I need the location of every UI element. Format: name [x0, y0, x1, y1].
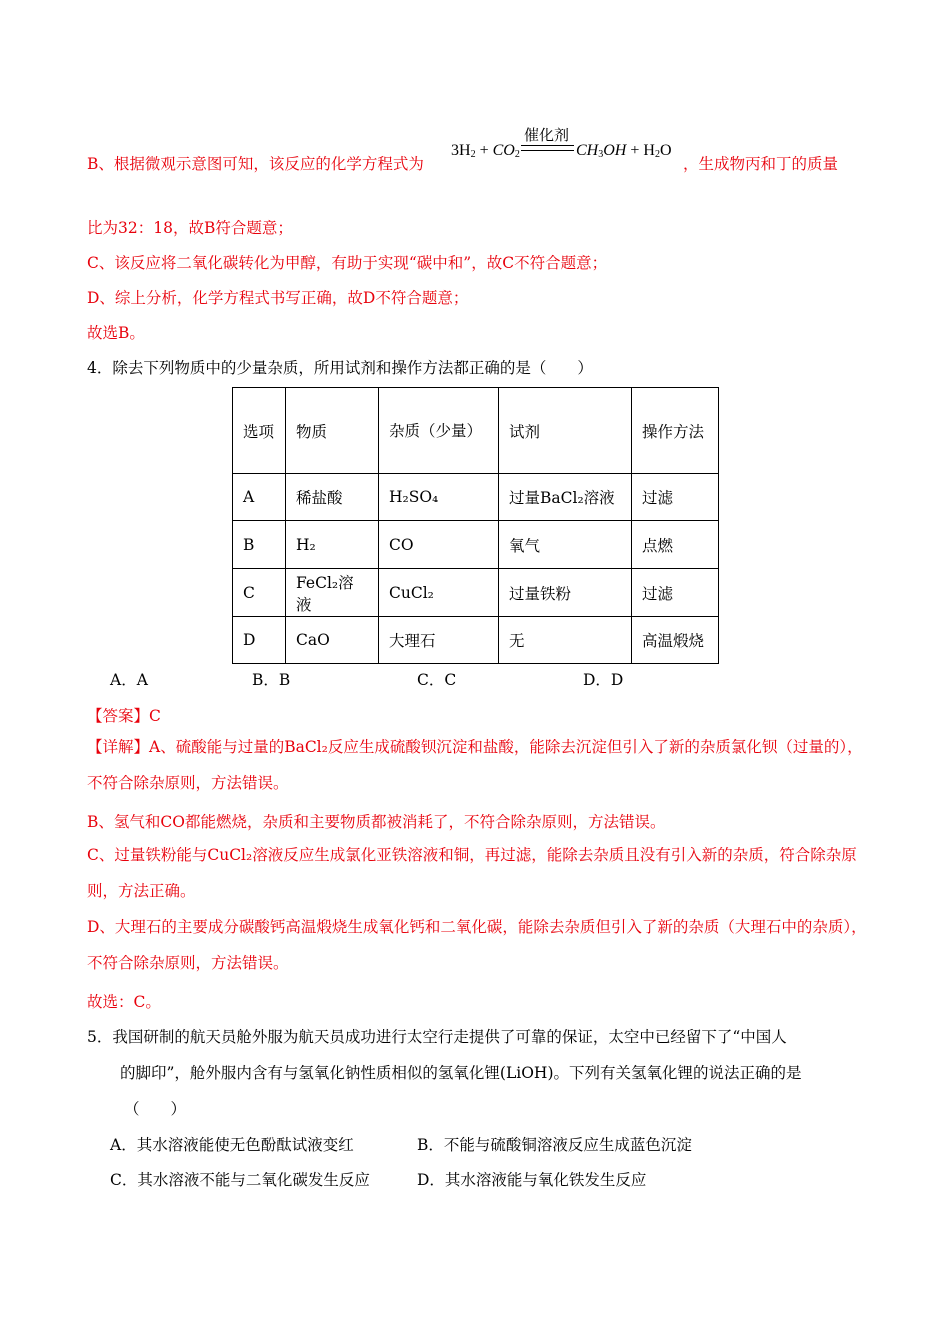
choice-a: A．A	[110, 671, 148, 689]
explanation-d: D、综上分析，化学方程式书写正确，故D不符合题意；	[87, 289, 469, 307]
header-impurity: 杂质（少量）	[379, 388, 499, 474]
equation-products: $CH_3OH + H_2O$	[576, 142, 672, 160]
q5-choice-a: A．其水溶液能使无色酚酞试液变红	[110, 1136, 354, 1154]
choice-c: C．C	[417, 671, 457, 689]
explanation-c: C、该反应将二氧化碳转化为甲醇，有助于实现“碳中和”，故C不符合题意；	[87, 254, 608, 272]
question-5-stem-2: 的脚印”，舱外服内含有与氢氧化钠性质相似的氢氧化锂(LiOH)。下列有关氢氧化锂的说法正确的是	[120, 1064, 802, 1082]
equation-reactants: $3H_2 + CO_2$	[451, 142, 520, 160]
question-4-stem: 4．除去下列物质中的少量杂质，所用试剂和操作方法都正确的是（ ）	[87, 359, 593, 377]
q5-choice-d: D．其水溶液能与氧化铁发生反应	[417, 1171, 647, 1189]
detail-c: C、过量铁粉能与CuCl₂溶液反应生成氯化亚铁溶液和铜，再过滤，能除去杂质且没有引入新的杂质，符合除杂原则，方法正确。	[87, 846, 857, 900]
header-reagent: 试剂	[499, 388, 632, 474]
explanation-b-prefix: B、根据微观示意图可知，该反应的化学方程式为	[87, 155, 424, 173]
impurity-table	[232, 387, 719, 664]
explanation-b-cont: 比为32：18，故B符合题意；	[87, 219, 293, 237]
equation-arrow	[521, 145, 574, 151]
explanation-b-suffix: ，生成物丙和丁的质量	[683, 155, 839, 173]
answer: 【答案】C	[87, 707, 161, 725]
detail-a: 【详解】A、硫酸能与过量的BaCl₂反应生成硫酸钡沉淀和盐酸，能除去沉淀但引入了新的杂质氯化钡（过量的），不符合除杂原则，方法错误。	[87, 738, 863, 792]
detail-d: D、大理石的主要成分碳酸钙高温煅烧生成氧化钙和二氧化碳，能除去杂质但引入了新的杂质（大理石中的杂质），不符合除杂原则，方法错误。	[87, 918, 867, 972]
catalyst-label: 催化剂	[524, 126, 570, 144]
q5-choice-b: B．不能与硫酸铜溶液反应生成蓝色沉淀	[417, 1136, 692, 1154]
q4-conclusion: 故选：C。	[87, 993, 161, 1011]
header-option: 选项	[233, 388, 286, 474]
choice-b: B．B	[252, 671, 291, 689]
question-5-stem-3: （ ）	[124, 1100, 187, 1118]
header-substance: 物质	[286, 388, 379, 474]
choice-d: D．D	[583, 671, 624, 689]
question-5-stem-1: 5．我国研制的航天员舱外服为航天员成功进行太空行走提供了可靠的保证，太空中已经留下了“中国人	[87, 1028, 787, 1046]
table-row: A 稀盐酸 H₂SO₄ 过量BaCl₂溶液 过滤	[233, 474, 719, 521]
detail-b: B、氢气和CO都能燃烧，杂质和主要物质都被消耗了，不符合除杂原则，方法错误。	[87, 813, 666, 831]
table-header-row	[233, 388, 719, 474]
chemical-equation	[451, 124, 683, 168]
q5-choice-c: C．其水溶液不能与二氧化碳发生反应	[110, 1171, 370, 1189]
table-row: B H₂ CO 氧气 点燃	[233, 521, 719, 569]
table-row: C FeCl₂溶液 CuCl₂ 过量铁粉 过滤	[233, 569, 719, 617]
header-method: 操作方法	[632, 388, 719, 474]
explanation-conclusion: 故选B。	[87, 324, 145, 342]
table-row: D CaO 大理石 无 高温煅烧	[233, 617, 719, 664]
